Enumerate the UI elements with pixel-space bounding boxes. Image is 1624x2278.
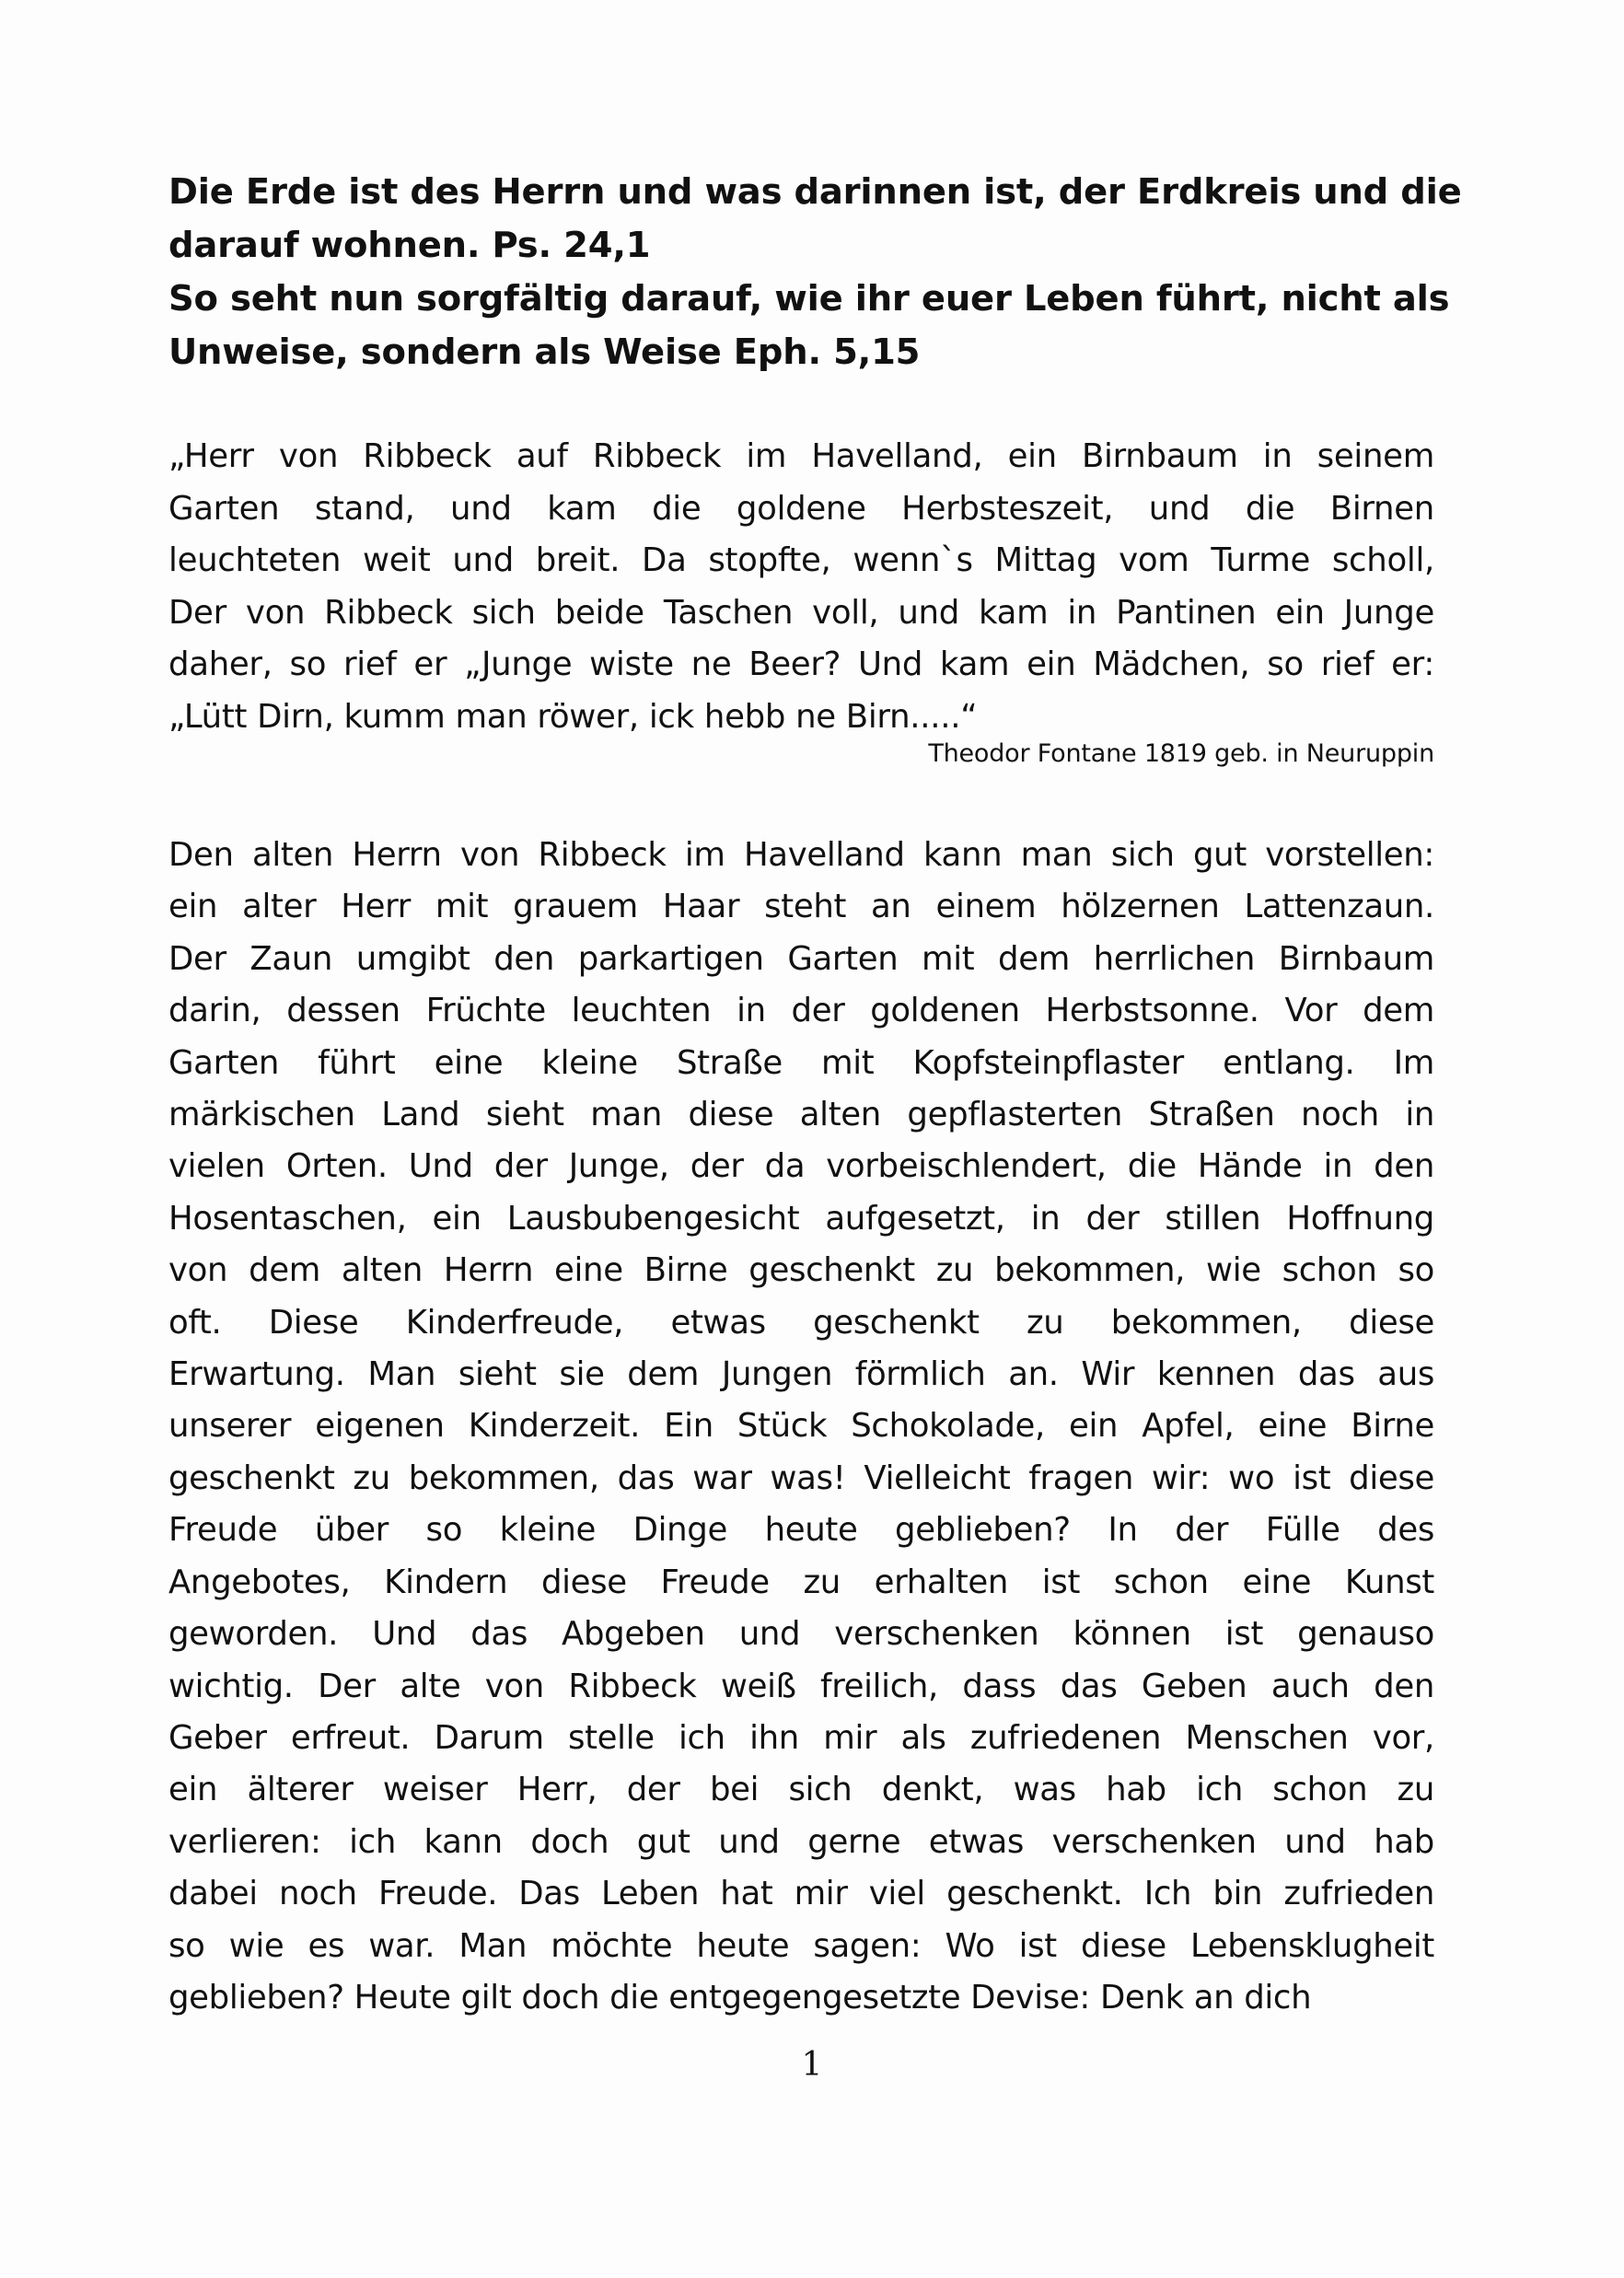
heading-line: Unweise, sondern als Weise Eph. 5,15	[168, 331, 921, 373]
body-line: Angebotes, Kindern diese Freude zu erhalten ist schon eine Kunst	[168, 1563, 1434, 1601]
poem-quote	[168, 431, 1434, 743]
body-paragraph	[168, 830, 1434, 2024]
body-line: geworden. Und das Abgeben und verschenken können ist genauso	[168, 1615, 1434, 1654]
body-line: märkischen Land sieht man diese alten gepflasterten Straßen noch in	[168, 1096, 1434, 1134]
body-line: wichtig. Der alte von Ribbeck weiß freilich, dass das Geben auch den	[168, 1667, 1434, 1705]
heading-line: So seht nun sorgfältig darauf, wie ihr euer Leben führt, nicht als	[168, 278, 1450, 320]
body-line: Hosentaschen, ein Lausbubengesicht aufgesetzt, in der stillen Hoffnung	[168, 1199, 1434, 1238]
quote-line: „Lütt Dirn, kumm man röwer, ick hebb ne Birn.....“	[168, 697, 978, 736]
body-line: ein alter Herr mit grauem Haar steht an einem hölzernen Lattenzaun.	[168, 888, 1434, 926]
body-line: ein älterer weiser Herr, der bei sich denkt, was hab ich schon zu	[168, 1771, 1434, 1809]
body-line: oft. Diese Kinderfreude, etwas geschenkt zu bekommen, diese	[168, 1303, 1434, 1342]
body-line: Den alten Herrn von Ribbeck im Havelland kann man sich gut vorstellen:	[168, 836, 1434, 874]
heading-line: darauf wohnen. Ps. 24,1	[168, 225, 651, 266]
body-line: Garten führt eine kleine Straße mit Kopfsteinpflaster entlang. Im	[168, 1043, 1434, 1082]
quote-line: leuchteten weit und breit. Da stopfte, wenn`s Mittag vom Turme scholl,	[168, 541, 1434, 579]
body-line: so wie es war. Man möchte heute sagen: Wo ist diese Lebensklugheit	[168, 1926, 1434, 1965]
quote-line: daher, so rief er „Junge wiste ne Beer? Und kam ein Mädchen, so rief er:	[168, 645, 1434, 683]
body-line: von dem alten Herrn eine Birne geschenkt zu bekommen, wie schon so	[168, 1251, 1434, 1290]
body-line: verlieren: ich kann doch gut und gerne etwas verschenken und hab	[168, 1822, 1434, 1861]
body-line: dabei noch Freude. Das Leben hat mir viel geschenkt. Ich bin zufrieden	[168, 1875, 1434, 1913]
body-line: vielen Orten. Und der Junge, der da vorbeischlendert, die Hände in den	[168, 1147, 1434, 1186]
body-line: geblieben? Heute gilt doch die entgegengesetzte Devise: Denk an dich	[168, 1978, 1312, 2016]
body-line: darin, dessen Früchte leuchten in der goldenen Herbstsonne. Vor dem	[168, 992, 1434, 1030]
page-number: 1	[801, 2046, 823, 2084]
quote-line: Garten stand, und kam die goldene Herbsteszeit, und die Birnen	[168, 489, 1434, 528]
body-line: unserer eigenen Kinderzeit. Ein Stück Schokolade, ein Apfel, eine Birne	[168, 1407, 1434, 1446]
body-line: Der Zaun umgibt den parkartigen Garten mit dem herrlichen Birnbaum	[168, 939, 1434, 978]
quote-line: „Herr von Ribbeck auf Ribbeck im Havelland, ein Birnbaum in seinem	[168, 437, 1434, 475]
body-line: Freude über so kleine Dinge heute geblieben? In der Fülle des	[168, 1511, 1434, 1550]
scripture-heading	[168, 166, 1462, 379]
quote-line: Der von Ribbeck sich beide Taschen voll, und kam in Pantinen ein Junge	[168, 593, 1434, 632]
body-line: Geber erfreut. Darum stelle ich ihn mir als zufriedenen Menschen vor,	[168, 1718, 1434, 1757]
body-line: Erwartung. Man sieht sie dem Jungen förmlich an. Wir kennen das aus	[168, 1355, 1434, 1394]
body-line: geschenkt zu bekommen, das war was! Vielleicht fragen wir: wo ist diese	[168, 1459, 1434, 1497]
heading-line: Die Erde ist des Herrn und was darinnen ist, der Erdkreis und die	[168, 171, 1462, 213]
quote-attribution: Theodor Fontane 1819 geb. in Neuruppin	[928, 739, 1434, 768]
